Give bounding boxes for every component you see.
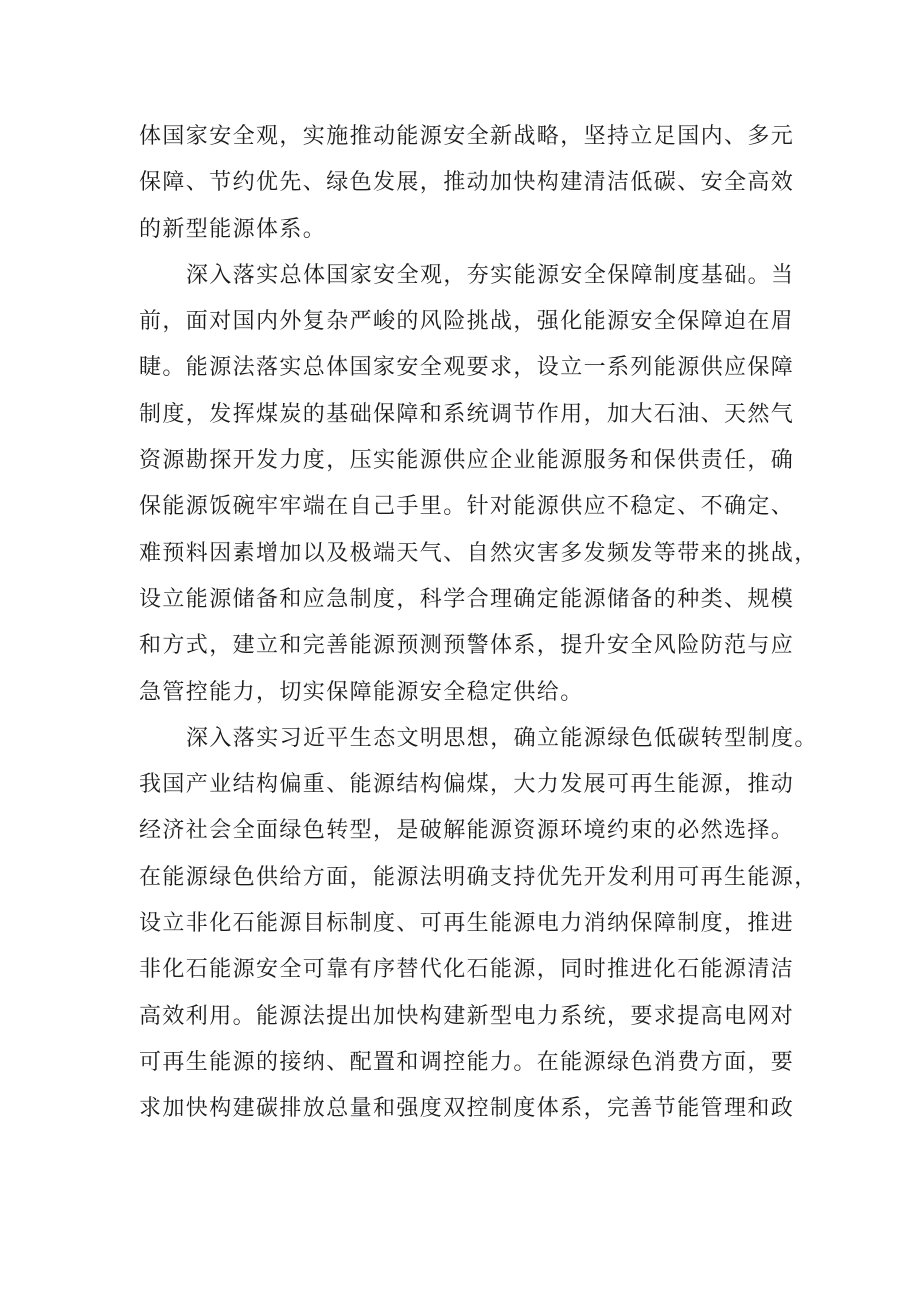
text-line: 求加快构建碳排放总量和强度双控制度体系，完善节能管理和政: [139, 1096, 795, 1122]
text-line: 体国家安全观，实施推动能源安全新战略，坚持立足国内、多元: [139, 124, 795, 149]
text-line: 资源勘探开发力度，压实能源供应企业能源服务和保供责任，确: [139, 448, 795, 474]
paragraph-first-line: 深入落实习近平生态文明思想，确立能源绿色低碳转型制度。: [186, 725, 818, 751]
text-line: 和方式，建立和完善能源预测预警体系，提升安全风险防范与应: [139, 633, 795, 659]
document-body: [139, 114, 818, 1133]
text-line: 可再生能源的接纳、配置和调控能力。在能源绿色消费方面，要: [139, 1049, 795, 1075]
text-line: 保障、节约优先、绿色发展，推动加快构建清洁低碳、安全高效: [139, 170, 795, 196]
text-line: 急管控能力，切实保障能源安全稳定供给。: [139, 679, 584, 705]
text-line: 的新型能源体系。: [139, 216, 327, 242]
text-line: 保能源饭碗牢牢端在自己手里。针对能源供应不稳定、不确定、: [139, 494, 795, 520]
text-line: 前，面对国内外复杂严峻的风险挑战，强化能源安全保障迫在眉: [139, 309, 795, 335]
text-line: 设立非化石能源目标制度、可再生能源电力消纳保障制度，推进: [139, 911, 795, 937]
text-line: 设立能源储备和应急制度，科学合理确定能源储备的种类、规模: [139, 586, 795, 612]
text-line: 睫。能源法落实总体国家安全观要求，设立一系列能源供应保障: [139, 355, 795, 381]
paragraph-first-line: 深入落实总体国家安全观，夯实能源安全保障制度基础。当: [186, 262, 795, 288]
text-line: 在能源绿色供给方面，能源法明确支持优先开发利用可再生能源，: [139, 864, 818, 890]
text-line: 制度，发挥煤炭的基础保障和系统调节作用，加大石油、天然气: [139, 401, 795, 427]
text-line: 经济社会全面绿色转型，是破解能源资源环境约束的必然选择。: [139, 818, 795, 844]
text-line: 难预料因素增加以及极端天气、自然灾害多发频发等带来的挑战，: [139, 540, 818, 566]
text-line: 非化石能源安全可靠有序替代化石能源，同时推进化石能源清洁: [139, 957, 795, 983]
text-line: 我国产业结构偏重、能源结构偏煤，大力发展可再生能源，推动: [139, 772, 795, 798]
text-line: 高效利用。能源法提出加快构建新型电力系统，要求提高电网对: [139, 1003, 795, 1029]
